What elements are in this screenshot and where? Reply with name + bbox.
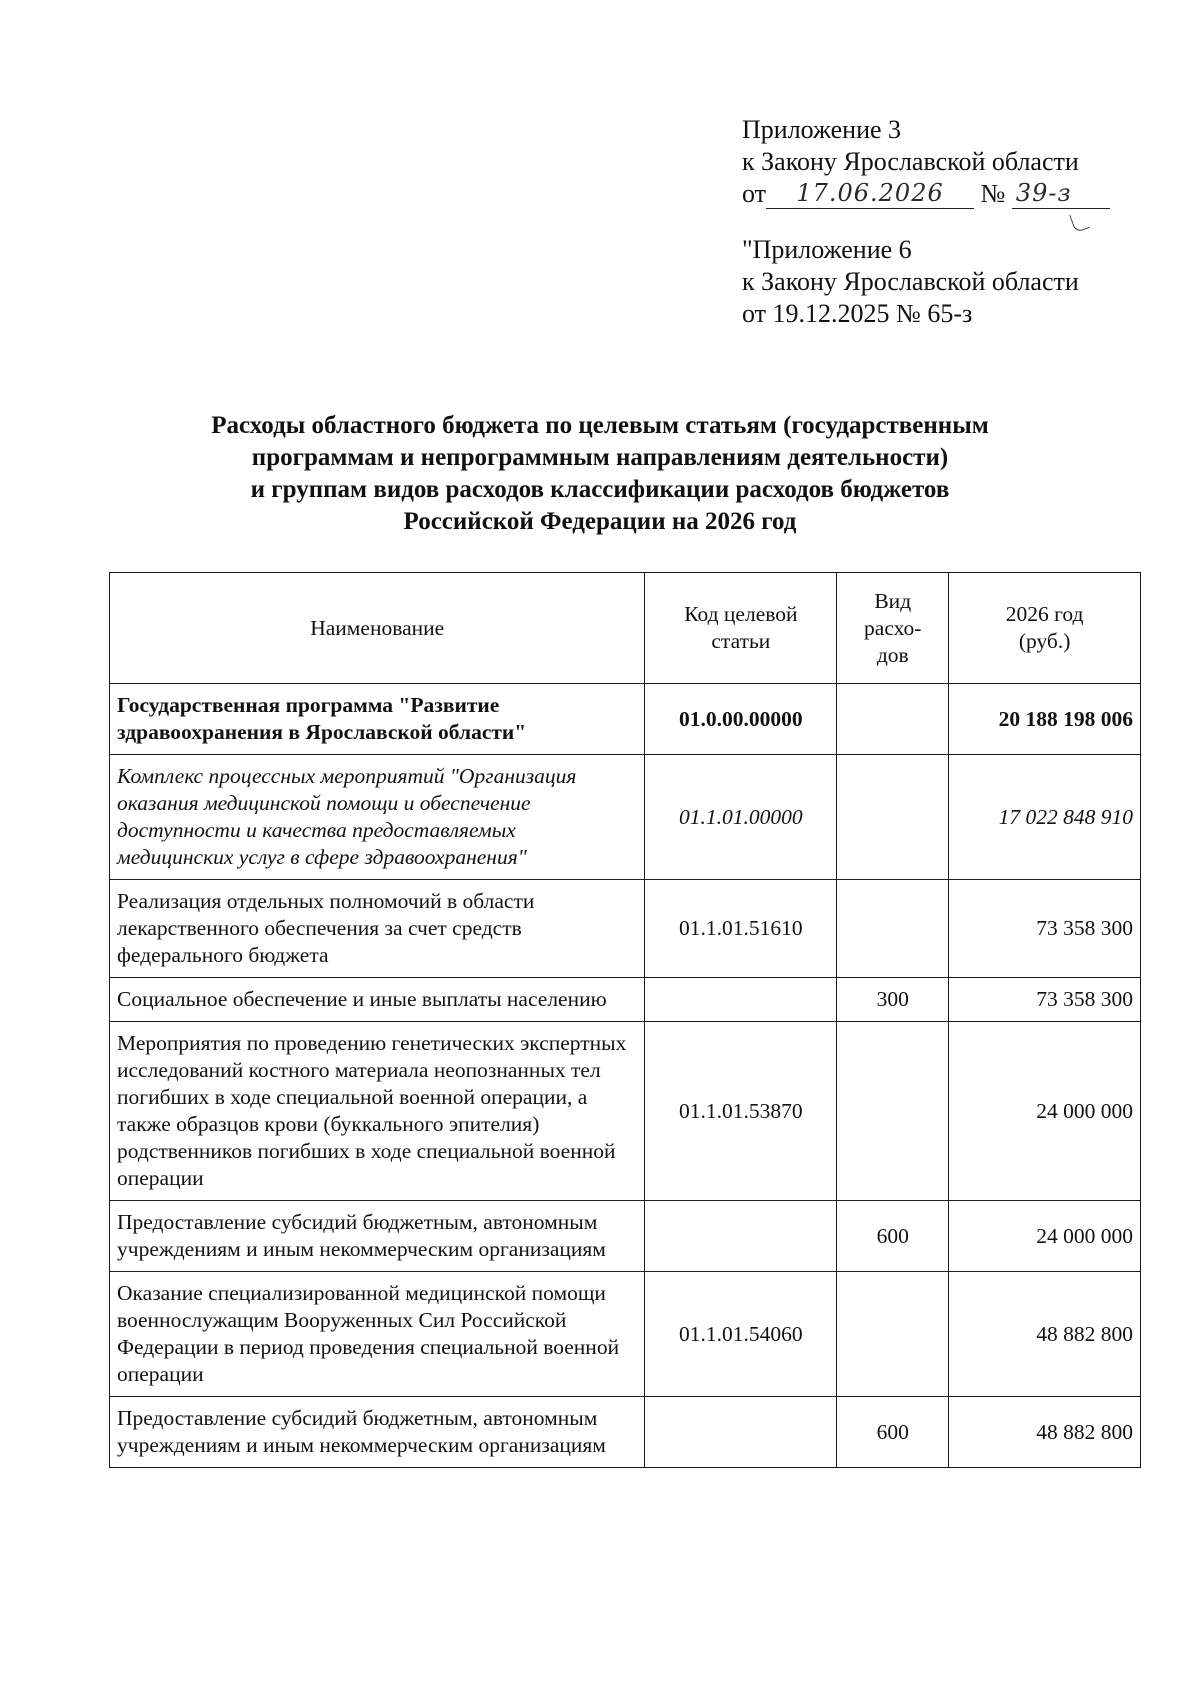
row-kind [837, 880, 949, 978]
handwritten-number: 39-з [1012, 178, 1110, 209]
row-amount: 24 000 000 [949, 1201, 1141, 1272]
document-title [150, 410, 1050, 538]
from-prefix: от [742, 179, 767, 208]
row-amount: 24 000 000 [949, 1022, 1141, 1201]
title-line-1: Расходы областного бюджета по целевым статьям (государственным [211, 412, 989, 439]
row-code: 01.1.01.51610 [645, 880, 837, 978]
row-kind [837, 684, 949, 755]
column-header-amount: 2026 год (руб.) [949, 573, 1141, 684]
row-code: 01.0.00.00000 [645, 684, 837, 755]
row-amount: 73 358 300 [949, 880, 1141, 978]
row-name: Предоставление субсидий бюджетным, автономным учреждениям и иным некоммерческим организациям [110, 1397, 645, 1468]
row-kind: 600 [837, 1397, 949, 1468]
row-code: 01.1.01.00000 [645, 755, 837, 880]
row-code [645, 978, 837, 1022]
row-amount: 17 022 848 910 [949, 755, 1141, 880]
number-sign: № [980, 179, 1006, 208]
amended-law-reference: к Закону Ярославской области [742, 267, 1079, 296]
table-row [110, 1272, 1141, 1397]
law-reference: к Закону Ярославской области [742, 147, 1079, 176]
table-row [110, 1022, 1141, 1201]
table-row [110, 978, 1141, 1022]
row-amount: 48 882 800 [949, 1397, 1141, 1468]
table-row [110, 1397, 1141, 1468]
row-kind: 600 [837, 1201, 949, 1272]
budget-table [109, 572, 1141, 1468]
table-row [110, 1201, 1141, 1272]
row-kind: 300 [837, 978, 949, 1022]
title-line-3: и группам видов расходов классификации расходов бюджетов [250, 476, 950, 503]
table-row [110, 684, 1141, 755]
table-row [110, 755, 1141, 880]
row-name: Предоставление субсидий бюджетным, автономным учреждениям и иным некоммерческим организациям [110, 1201, 645, 1272]
row-code [645, 1397, 837, 1468]
table-header-row [110, 573, 1141, 684]
row-amount: 20 188 198 006 [949, 684, 1141, 755]
row-name: Комплекс процессных мероприятий "Организация оказания медицинской помощи и обеспечение доступности и качества предоставляемых медицинских услуг в сфере здравоохранения" [110, 755, 645, 880]
row-kind [837, 755, 949, 880]
row-name: Мероприятия по проведению генетических экспертных исследований костного материала неопознанных тел погибших в ходе специальной военной операции, а также образцов крови (буккального эпителия) родственников погибших в ходе специальной военной операции [110, 1022, 645, 1201]
handwritten-date: 17.06.2026 [766, 178, 974, 209]
row-name: Государственная программа "Развитие здравоохранения в Ярославской области" [110, 684, 645, 755]
row-amount: 73 358 300 [949, 978, 1141, 1022]
amended-law-date: от 19.12.2025 № 65-з [742, 299, 973, 328]
row-code: 01.1.01.54060 [645, 1272, 837, 1397]
column-header-code: Код целевой статьи [645, 573, 837, 684]
column-header-kind: Вид расхо- дов [837, 573, 949, 684]
row-code: 01.1.01.53870 [645, 1022, 837, 1201]
appendix-label: Приложение 3 [742, 115, 902, 144]
row-amount: 48 882 800 [949, 1272, 1141, 1397]
row-kind [837, 1022, 949, 1201]
row-code [645, 1201, 837, 1272]
row-name: Оказание специализированной медицинской помощи военнослужащим Вооруженных Сил Российской Федерации в период проведения специальной военной операции [110, 1272, 645, 1397]
amended-appendix-label: "Приложение 6 [742, 235, 912, 264]
row-kind [837, 1272, 949, 1397]
title-line-4: Российской Федерации на 2026 год [403, 508, 797, 535]
document-references [742, 114, 1162, 330]
table-row [110, 880, 1141, 978]
adoption-line [742, 178, 1162, 216]
row-name: Социальное обеспечение и иные выплаты населению [110, 978, 645, 1022]
column-header-name: Наименование [110, 573, 645, 684]
title-line-2: программам и непрограммным направлениям деятельности) [251, 444, 949, 471]
row-name: Реализация отдельных полномочий в области лекарственного обеспечения за счет средств федерального бюджета [110, 880, 645, 978]
